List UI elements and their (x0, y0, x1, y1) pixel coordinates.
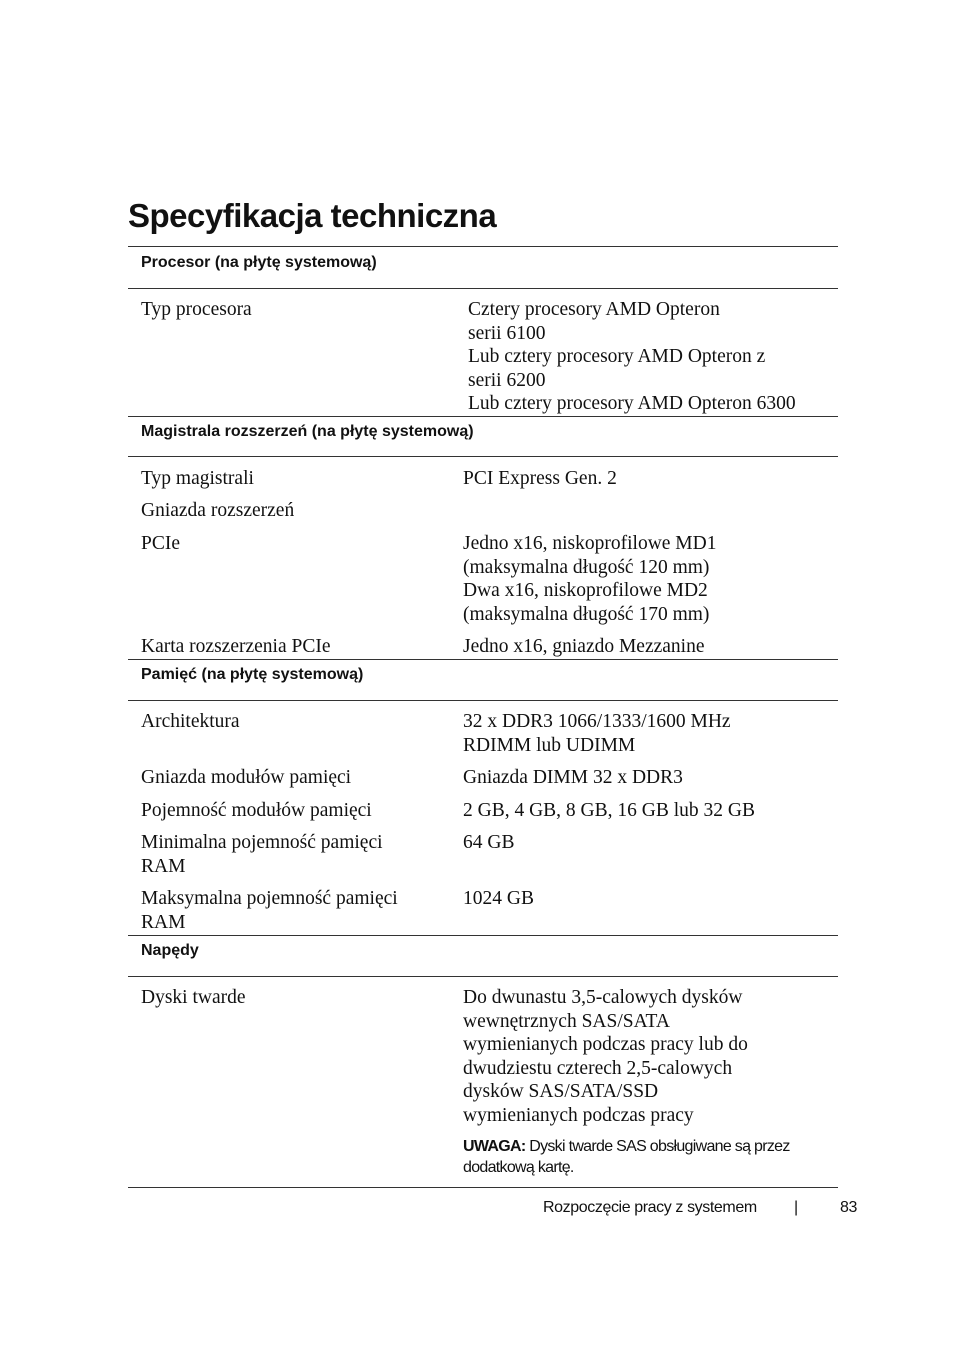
section-header-memory: Pamięć (na płytę systemową) (141, 666, 364, 683)
table-bottom-rule (128, 1187, 838, 1188)
spec-value-line: wymienianych podczas pracy (463, 1104, 694, 1126)
spec-label-memory-sockets: Gniazda modułów pamięci (141, 767, 352, 788)
section-divider (128, 456, 838, 457)
spec-label-bus-type: Typ magistrali (141, 468, 254, 489)
section-divider (128, 659, 838, 660)
spec-value-line: Jedno x16, niskoprofilowe MD1 (463, 533, 717, 554)
spec-label-min-ram (141, 831, 383, 878)
spec-value-module-capacity: 2 GB, 4 GB, 8 GB, 16 GB lub 32 GB (463, 800, 755, 821)
spec-value-line: RDIMM lub UDIMM (463, 734, 636, 756)
section-divider (128, 416, 838, 417)
footer-page-number: 83 (840, 1199, 857, 1216)
spec-label-line: RAM (141, 911, 186, 933)
spec-label-pcie-card: Karta rozszerzenia PCIe (141, 636, 331, 657)
section-header-expansion-bus: Magistrala rozszerzeń (na płytę systemową) (141, 423, 474, 440)
spec-label-module-capacity: Pojemność modułów pamięci (141, 800, 372, 821)
spec-value-architecture (463, 710, 731, 757)
spec-label-processor-type: Typ procesora (141, 299, 252, 320)
spec-label-pcie: PCIe (141, 533, 180, 554)
section-header-processor: Procesor (na płytę systemową) (141, 254, 377, 271)
spec-label-line: RAM (141, 855, 186, 877)
spec-value-pcie (463, 532, 716, 626)
spec-value-min-ram: 64 GB (463, 832, 515, 853)
spec-value-line: Lub cztery procesory AMD Opteron 6300 (468, 393, 796, 414)
spec-value-line: serii 6100 (468, 322, 546, 344)
spec-value-hard-drives (463, 986, 748, 1127)
spec-label-line: Minimalna pojemność pamięci (141, 832, 383, 853)
footer-separator: | (794, 1199, 798, 1216)
spec-value-line: (maksymalna długość 170 mm) (463, 603, 710, 625)
spec-value-line: wymienianych podczas pracy lub do (463, 1034, 748, 1055)
spec-label-hard-drives: Dyski twarde (141, 987, 246, 1008)
note-label: UWAGA: (463, 1138, 526, 1155)
spec-value-line: dwudziestu czterech 2,5-calowych (463, 1057, 733, 1079)
section-header-drives: Napędy (141, 942, 199, 959)
spec-label-max-ram (141, 887, 398, 934)
spec-value-max-ram: 1024 GB (463, 888, 534, 909)
spec-value-line: serii 6200 (468, 369, 546, 391)
section-divider (128, 935, 838, 936)
spec-value-line: Do dwunastu 3,5-calowych dysków (463, 987, 743, 1008)
note-text: Dyski twarde SAS obsługiwane są przez dodatkową kartę. (463, 1138, 790, 1176)
note-hard-drives (463, 1136, 833, 1178)
spec-value-line: wewnętrznych SAS/SATA (463, 1010, 670, 1032)
section-divider (128, 246, 838, 247)
spec-value-processor-type (468, 298, 796, 416)
spec-label-architecture: Architektura (141, 711, 240, 732)
section-divider (128, 288, 838, 289)
section-divider (128, 976, 838, 977)
spec-value-line: 32 x DDR3 1066/1333/1600 MHz (463, 711, 731, 732)
page-title: Specyfikacja techniczna (128, 197, 497, 234)
spec-value-line: (maksymalna długość 120 mm) (463, 556, 710, 578)
spec-value-line: Cztery procesory AMD Opteron (468, 299, 720, 320)
spec-label-line: Maksymalna pojemność pamięci (141, 888, 398, 909)
spec-value-line: Lub cztery procesory AMD Opteron z (468, 346, 766, 367)
spec-value-memory-sockets: Gniazda DIMM 32 x DDR3 (463, 767, 683, 788)
spec-value-line: Dwa x16, niskoprofilowe MD2 (463, 580, 708, 601)
footer-chapter-title: Rozpoczęcie pracy z systemem (543, 1199, 757, 1216)
section-divider (128, 700, 838, 701)
spec-value-bus-type: PCI Express Gen. 2 (463, 468, 617, 489)
spec-value-line: dysków SAS/SATA/SSD (463, 1081, 659, 1102)
spec-label-expansion-slots: Gniazda rozszerzeń (141, 500, 295, 521)
spec-value-pcie-card: Jedno x16, gniazdo Mezzanine (463, 636, 705, 657)
